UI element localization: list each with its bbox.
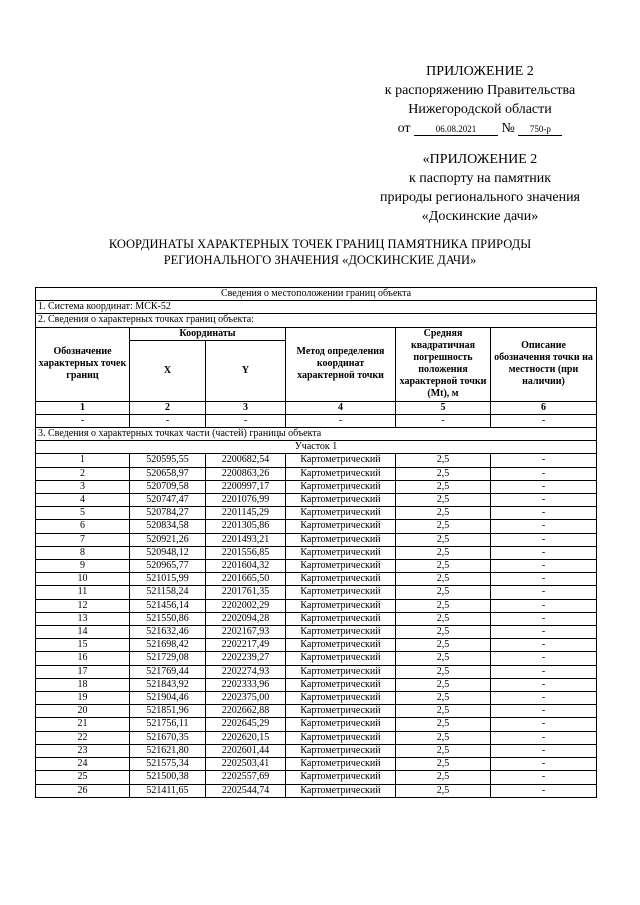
point-number-cell: 10: [36, 573, 130, 586]
passport-header-line4: «Доскинские дачи»: [421, 209, 539, 224]
x-coordinate-cell: 521575,34: [130, 758, 206, 771]
dash-cell: -: [206, 414, 286, 427]
method-cell: Картометрический: [286, 546, 396, 559]
point-number-cell: 3: [36, 480, 130, 493]
method-cell: Картометрический: [286, 467, 396, 480]
y-coordinate-cell: 2200863,26: [206, 467, 286, 480]
x-coordinate-cell: 521756,11: [130, 718, 206, 731]
error-cell: 2,5: [396, 454, 491, 467]
column-number: 3: [206, 401, 286, 414]
point-number-cell: 25: [36, 771, 130, 784]
dash-cell: -: [396, 414, 491, 427]
x-coordinate-cell: 521158,24: [130, 586, 206, 599]
error-cell: 2,5: [396, 678, 491, 691]
table-row: [36, 626, 597, 639]
error-cell: 2,5: [396, 771, 491, 784]
x-coordinate-cell: 521698,42: [130, 639, 206, 652]
document-title: [40, 236, 600, 268]
y-coordinate-cell: 2202167,93: [206, 626, 286, 639]
description-cell: -: [491, 692, 597, 705]
description-cell: -: [491, 560, 597, 573]
method-cell: Картометрический: [286, 652, 396, 665]
description-cell: -: [491, 758, 597, 771]
passport-header-line2: к паспорту на памятник: [408, 171, 552, 186]
description-cell: -: [491, 454, 597, 467]
error-cell: 2,5: [396, 692, 491, 705]
x-coordinate-cell: 520747,47: [130, 494, 206, 507]
y-coordinate-cell: 2200997,17: [206, 480, 286, 493]
description-cell: -: [491, 678, 597, 691]
method-cell: Картометрический: [286, 771, 396, 784]
y-coordinate-cell: 2201761,35: [206, 586, 286, 599]
method-cell: Картометрический: [286, 573, 396, 586]
x-coordinate-cell: 521621,80: [130, 744, 206, 757]
x-coordinate-cell: 521456,14: [130, 599, 206, 612]
description-cell: -: [491, 784, 597, 797]
description-cell: -: [491, 731, 597, 744]
method-cell: Картометрический: [286, 494, 396, 507]
x-coordinate-cell: 521843,92: [130, 678, 206, 691]
y-coordinate-cell: 2202645,29: [206, 718, 286, 731]
method-cell: Картометрический: [286, 692, 396, 705]
table-row: [36, 520, 597, 533]
x-coordinate-cell: 520658,97: [130, 467, 206, 480]
column-number: 2: [130, 401, 206, 414]
description-cell: -: [491, 507, 597, 520]
table-row: [36, 612, 597, 625]
error-cell: 2,5: [396, 758, 491, 771]
y-coordinate-cell: 2201305,86: [206, 520, 286, 533]
point-number-cell: 1: [36, 454, 130, 467]
method-cell: Картометрический: [286, 599, 396, 612]
point-number-cell: 9: [36, 560, 130, 573]
header-y: Y: [206, 340, 286, 401]
point-number-cell: 24: [36, 758, 130, 771]
plot-label: Участок 1: [36, 441, 597, 454]
error-cell: 2,5: [396, 626, 491, 639]
table-row: [36, 467, 597, 480]
appendix-header-line3: Нижегородской области: [408, 102, 552, 117]
y-coordinate-cell: 2202557,69: [206, 771, 286, 784]
passport-header-line3: природы регионального значения: [380, 190, 580, 205]
description-cell: -: [491, 573, 597, 586]
date-value: 06.08.2021: [414, 123, 498, 136]
point-number-cell: 2: [36, 467, 130, 480]
description-cell: -: [491, 546, 597, 559]
error-cell: 2,5: [396, 639, 491, 652]
dash-cell: -: [286, 414, 396, 427]
header-error: Средняя квадратичная погрешность положения характерной точки (Mt), м: [396, 327, 491, 401]
point-number-cell: 20: [36, 705, 130, 718]
point-number-cell: 8: [36, 546, 130, 559]
error-cell: 2,5: [396, 718, 491, 731]
error-cell: 2,5: [396, 705, 491, 718]
error-cell: 2,5: [396, 467, 491, 480]
x-coordinate-cell: 520784,27: [130, 507, 206, 520]
description-cell: -: [491, 612, 597, 625]
method-cell: Картометрический: [286, 744, 396, 757]
error-cell: 2,5: [396, 586, 491, 599]
table-row: [36, 507, 597, 520]
document-title-line2: РЕГИОНАЛЬНОГО ЗНАЧЕНИЯ «ДОСКИНСКИЕ ДАЧИ»: [163, 253, 477, 267]
error-cell: 2,5: [396, 599, 491, 612]
section-1-coordinate-system: 1. Система координат: МСК-52: [36, 301, 597, 314]
table-caption: Сведения о местоположении границ объекта: [36, 288, 597, 301]
error-cell: 2,5: [396, 731, 491, 744]
error-cell: 2,5: [396, 480, 491, 493]
y-coordinate-cell: 2202239,27: [206, 652, 286, 665]
y-coordinate-cell: 2202002,29: [206, 599, 286, 612]
method-cell: Картометрический: [286, 560, 396, 573]
y-coordinate-cell: 2202217,49: [206, 639, 286, 652]
error-cell: 2,5: [396, 652, 491, 665]
error-cell: 2,5: [396, 520, 491, 533]
point-number-cell: 13: [36, 612, 130, 625]
table-row: [36, 546, 597, 559]
error-cell: 2,5: [396, 573, 491, 586]
column-numbers-row: [36, 401, 597, 414]
method-cell: Картометрический: [286, 480, 396, 493]
point-number-cell: 4: [36, 494, 130, 507]
method-cell: Картометрический: [286, 612, 396, 625]
x-coordinate-cell: 521769,44: [130, 665, 206, 678]
point-number-cell: 14: [36, 626, 130, 639]
point-number-cell: 18: [36, 678, 130, 691]
error-cell: 2,5: [396, 533, 491, 546]
number-value: 750-р: [518, 123, 562, 136]
x-coordinate-cell: 520709,58: [130, 480, 206, 493]
table-row: [36, 758, 597, 771]
method-cell: Картометрический: [286, 520, 396, 533]
description-cell: -: [491, 467, 597, 480]
y-coordinate-cell: 2202662,88: [206, 705, 286, 718]
method-cell: Картометрический: [286, 586, 396, 599]
point-number-cell: 16: [36, 652, 130, 665]
error-cell: 2,5: [396, 612, 491, 625]
number-label: №: [501, 121, 515, 136]
x-coordinate-cell: 521411,65: [130, 784, 206, 797]
passport-header: [360, 150, 600, 226]
description-cell: -: [491, 652, 597, 665]
table-row: [36, 665, 597, 678]
method-cell: Картометрический: [286, 639, 396, 652]
date-prefix: от: [397, 121, 411, 136]
y-coordinate-cell: 2202544,74: [206, 784, 286, 797]
header-description: Описание обозначения точки на местности (при наличии): [491, 327, 597, 401]
y-coordinate-cell: 2202620,15: [206, 731, 286, 744]
table-row: [36, 480, 597, 493]
table-row: [36, 678, 597, 691]
document-title-line1: КООРДИНАТЫ ХАРАКТЕРНЫХ ТОЧЕК ГРАНИЦ ПАМЯТНИКА ПРИРОДЫ: [108, 237, 532, 251]
y-coordinate-cell: 2202094,28: [206, 612, 286, 625]
table-row: [36, 494, 597, 507]
appendix-header-line1: ПРИЛОЖЕНИЕ 2: [426, 64, 534, 79]
y-coordinate-cell: 2202375,00: [206, 692, 286, 705]
dash-row: [36, 414, 597, 427]
error-cell: 2,5: [396, 665, 491, 678]
table-row: [36, 705, 597, 718]
y-coordinate-cell: 2202503,41: [206, 758, 286, 771]
column-number: 4: [286, 401, 396, 414]
description-cell: -: [491, 494, 597, 507]
dash-cell: -: [36, 414, 130, 427]
x-coordinate-cell: 521015,99: [130, 573, 206, 586]
table-row: [36, 692, 597, 705]
method-cell: Картометрический: [286, 758, 396, 771]
method-cell: Картометрический: [286, 533, 396, 546]
coordinate-rows: [36, 454, 597, 797]
table-row: [36, 652, 597, 665]
dash-cell: -: [491, 414, 597, 427]
description-cell: -: [491, 626, 597, 639]
point-number-cell: 11: [36, 586, 130, 599]
x-coordinate-cell: 521729,08: [130, 652, 206, 665]
y-coordinate-cell: 2202274,93: [206, 665, 286, 678]
description-cell: -: [491, 665, 597, 678]
y-coordinate-cell: 2202601,44: [206, 744, 286, 757]
description-cell: -: [491, 639, 597, 652]
method-cell: Картометрический: [286, 784, 396, 797]
description-cell: -: [491, 705, 597, 718]
description-cell: -: [491, 520, 597, 533]
section-2-points-heading: 2. Сведения о характерных точках границ объекта:: [36, 314, 597, 327]
method-cell: Картометрический: [286, 678, 396, 691]
x-coordinate-cell: 521904,46: [130, 692, 206, 705]
x-coordinate-cell: 520921,26: [130, 533, 206, 546]
header-method: Метод определения координат характерной точки: [286, 327, 396, 401]
table-row: [36, 454, 597, 467]
point-number-cell: 5: [36, 507, 130, 520]
x-coordinate-cell: 521670,35: [130, 731, 206, 744]
method-cell: Картометрический: [286, 626, 396, 639]
y-coordinate-cell: 2200682,54: [206, 454, 286, 467]
point-number-cell: 19: [36, 692, 130, 705]
description-cell: -: [491, 480, 597, 493]
error-cell: 2,5: [396, 560, 491, 573]
table-row: [36, 744, 597, 757]
x-coordinate-cell: 520948,12: [130, 546, 206, 559]
description-cell: -: [491, 586, 597, 599]
point-number-cell: 17: [36, 665, 130, 678]
x-coordinate-cell: 521550,86: [130, 612, 206, 625]
table-row: [36, 586, 597, 599]
table-row: [36, 573, 597, 586]
header-point-designation: Обозначение характерных точек границ: [36, 327, 130, 401]
point-number-cell: 23: [36, 744, 130, 757]
section-3-part-points-heading: 3. Сведения о характерных точках части (частей) границы объекта: [36, 428, 597, 441]
method-cell: Картометрический: [286, 718, 396, 731]
table-row: [36, 718, 597, 731]
error-cell: 2,5: [396, 546, 491, 559]
x-coordinate-cell: 521500,38: [130, 771, 206, 784]
point-number-cell: 22: [36, 731, 130, 744]
x-coordinate-cell: 520965,77: [130, 560, 206, 573]
header-coordinates: Координаты: [130, 327, 286, 340]
description-cell: -: [491, 599, 597, 612]
error-cell: 2,5: [396, 494, 491, 507]
appendix-date-line: [360, 119, 600, 138]
y-coordinate-cell: 2201665,50: [206, 573, 286, 586]
y-coordinate-cell: 2202333,96: [206, 678, 286, 691]
description-cell: -: [491, 771, 597, 784]
table-row: [36, 533, 597, 546]
method-cell: Картометрический: [286, 705, 396, 718]
table-row: [36, 784, 597, 797]
description-cell: -: [491, 533, 597, 546]
table-row: [36, 731, 597, 744]
method-cell: Картометрический: [286, 507, 396, 520]
description-cell: -: [491, 744, 597, 757]
description-cell: -: [491, 718, 597, 731]
x-coordinate-cell: 520595,55: [130, 454, 206, 467]
y-coordinate-cell: 2201145,29: [206, 507, 286, 520]
error-cell: 2,5: [396, 784, 491, 797]
column-number: 1: [36, 401, 130, 414]
table-row: [36, 560, 597, 573]
point-number-cell: 15: [36, 639, 130, 652]
x-coordinate-cell: 520834,58: [130, 520, 206, 533]
passport-header-line1: «ПРИЛОЖЕНИЕ 2: [422, 152, 538, 167]
point-number-cell: 26: [36, 784, 130, 797]
method-cell: Картометрический: [286, 454, 396, 467]
y-coordinate-cell: 2201604,32: [206, 560, 286, 573]
header-x: X: [130, 340, 206, 401]
y-coordinate-cell: 2201493,21: [206, 533, 286, 546]
method-cell: Картометрический: [286, 665, 396, 678]
point-number-cell: 6: [36, 520, 130, 533]
y-coordinate-cell: 2201556,85: [206, 546, 286, 559]
column-number: 6: [491, 401, 597, 414]
coordinates-table: [35, 287, 597, 798]
column-number: 5: [396, 401, 491, 414]
appendix-header: [360, 62, 600, 138]
method-cell: Картометрический: [286, 731, 396, 744]
dash-cell: -: [130, 414, 206, 427]
point-number-cell: 12: [36, 599, 130, 612]
x-coordinate-cell: 521632,46: [130, 626, 206, 639]
point-number-cell: 21: [36, 718, 130, 731]
error-cell: 2,5: [396, 507, 491, 520]
appendix-header-line2: к распоряжению Правительства: [384, 83, 576, 98]
point-number-cell: 7: [36, 533, 130, 546]
error-cell: 2,5: [396, 744, 491, 757]
y-coordinate-cell: 2201076,99: [206, 494, 286, 507]
table-row: [36, 639, 597, 652]
x-coordinate-cell: 521851,96: [130, 705, 206, 718]
table-row: [36, 771, 597, 784]
table-row: [36, 599, 597, 612]
